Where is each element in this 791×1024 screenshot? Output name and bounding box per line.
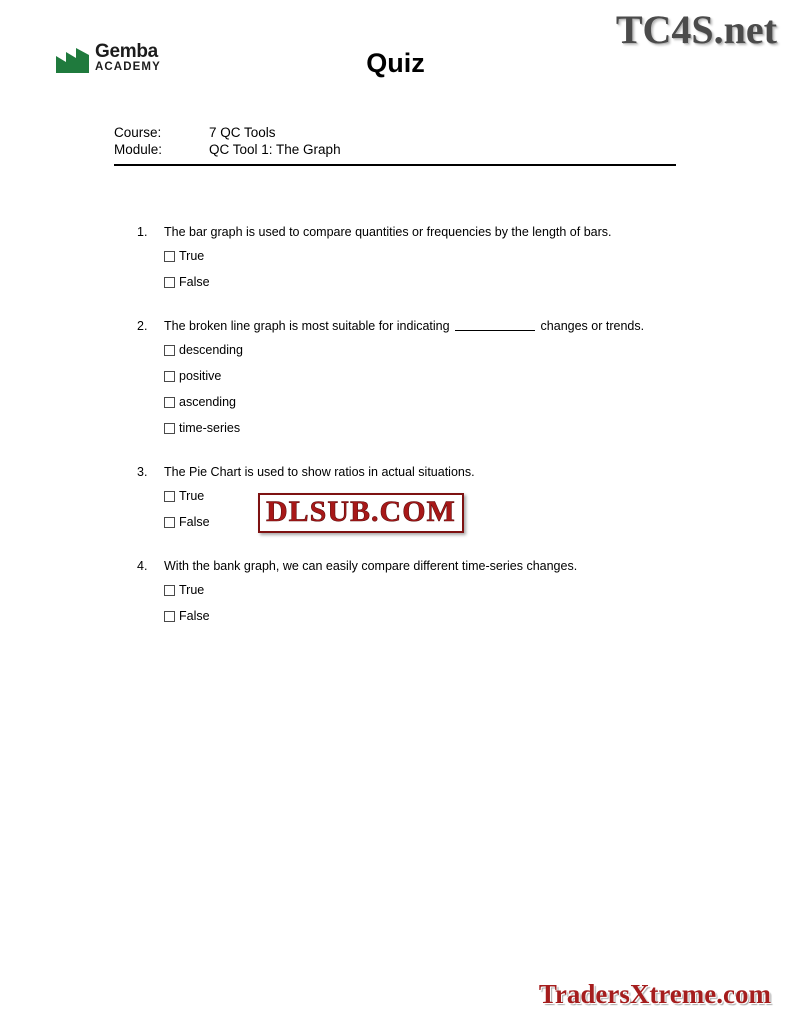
question-text: The Pie Chart is used to show ratios in actual situations. (164, 465, 475, 479)
checkbox-icon[interactable] (164, 277, 175, 288)
module-label: Module: (114, 142, 163, 157)
fill-in-blank (455, 330, 535, 331)
option-label: ascending (179, 395, 236, 409)
question-item (137, 224, 737, 289)
option-row[interactable] (164, 583, 737, 597)
option-row[interactable] (164, 421, 737, 435)
question-text: With the bank graph, we can easily compare different time-series changes. (164, 559, 578, 573)
question-heading (137, 224, 737, 240)
option-label: True (179, 583, 205, 597)
option-label: False (179, 275, 210, 289)
option-label: True (179, 489, 205, 503)
option-label: descending (179, 343, 243, 357)
module-value: QC Tool 1: The Graph (209, 142, 341, 157)
logo-subtitle-text: ACADEMY (95, 61, 161, 73)
question-item (137, 558, 737, 623)
question-text (164, 318, 737, 334)
answer-options (137, 343, 737, 435)
option-label: False (179, 609, 210, 623)
answer-options (137, 249, 737, 289)
option-row[interactable] (164, 609, 737, 623)
option-label: positive (179, 369, 222, 383)
checkbox-icon[interactable] (164, 371, 175, 382)
question-item (137, 318, 737, 435)
question-number: 4. (137, 559, 148, 573)
option-row[interactable] (164, 369, 737, 383)
course-row (114, 124, 676, 141)
checkbox-icon[interactable] (164, 251, 175, 262)
option-row[interactable] (164, 249, 737, 263)
page-title: Quiz (366, 48, 425, 78)
watermark-tc4s: TC4S.net (615, 7, 777, 52)
option-label: True (179, 249, 205, 263)
checkbox-icon[interactable] (164, 491, 175, 502)
course-value: 7 QC Tools (209, 125, 276, 140)
answer-options (137, 583, 737, 623)
questions-list (137, 224, 737, 652)
question-text-after: changes or trends. (540, 319, 645, 333)
logo-brand-text: Gemba (95, 41, 158, 62)
checkbox-icon[interactable] (164, 345, 175, 356)
option-row[interactable] (164, 275, 737, 289)
question-number: 2. (137, 319, 148, 333)
checkbox-icon[interactable] (164, 423, 175, 434)
question-text-before: The broken line graph is most suitable for indicating (164, 319, 450, 333)
option-row[interactable] (164, 343, 737, 357)
question-text: The bar graph is used to compare quantities or frequencies by the length of bars. (164, 225, 612, 239)
checkbox-icon[interactable] (164, 397, 175, 408)
checkbox-icon[interactable] (164, 611, 175, 622)
page-right-margin (785, 0, 791, 1024)
question-number: 3. (137, 465, 148, 479)
question-heading (137, 318, 737, 334)
option-label: False (179, 515, 210, 529)
question-heading (137, 558, 737, 574)
course-meta-block (114, 124, 676, 166)
checkbox-icon[interactable] (164, 585, 175, 596)
watermark-tradersxtreme: TradersXtreme.com (538, 979, 771, 1009)
checkbox-icon[interactable] (164, 517, 175, 528)
question-heading (137, 464, 737, 480)
option-row[interactable] (164, 395, 737, 409)
watermark-dlsub-text: DLSUB.COM (266, 495, 456, 528)
question-number: 1. (137, 225, 148, 239)
option-label: time-series (179, 421, 241, 435)
course-label: Course: (114, 125, 162, 140)
watermark-dlsub (258, 493, 464, 533)
module-row (114, 141, 676, 158)
